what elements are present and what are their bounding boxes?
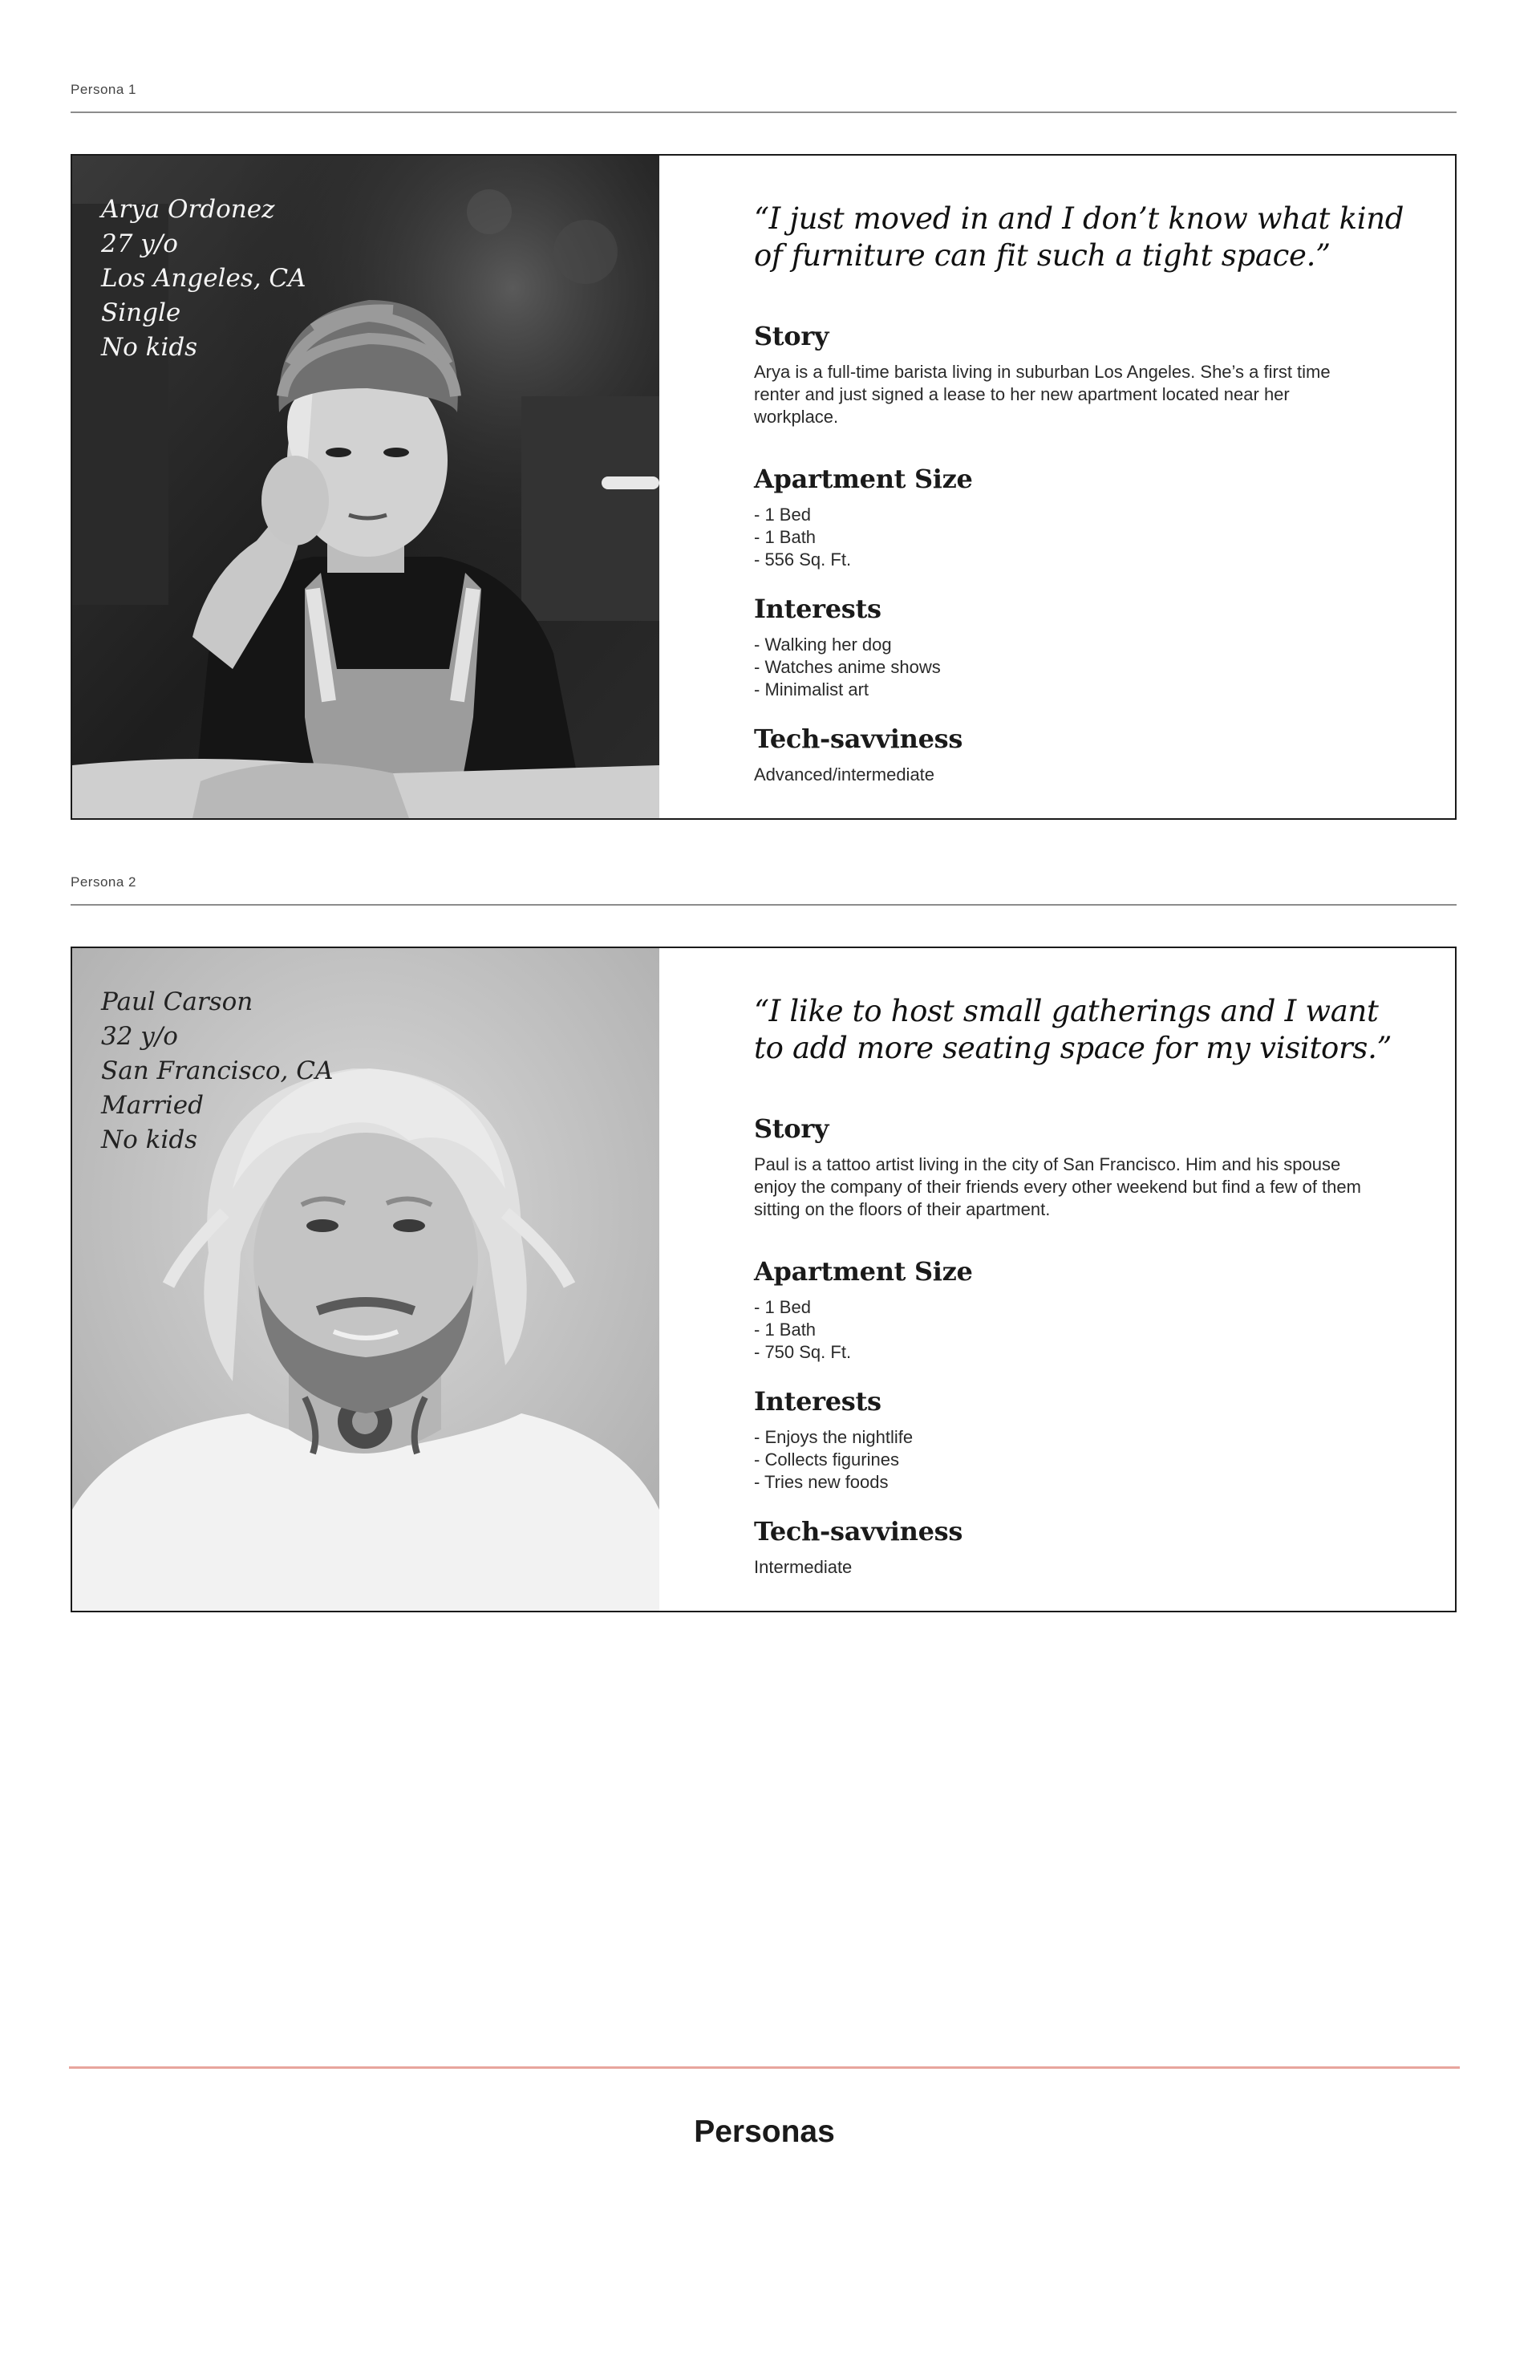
persona-status: Married [101,1091,204,1120]
list-item: - 750 Sq. Ft. [754,1342,852,1362]
persona-photo [72,948,659,1611]
list-item: - 556 Sq. Ft. [754,549,852,570]
list-item: - Minimalist art [754,679,869,699]
list-item: - 1 Bed [754,1297,811,1317]
story-text: Paul is a tattoo artist living in the city of San Francisco. Him and his spouse enjoy the company of their friends every other weekend but find a few of them sitting on the floors of their apartment. [754,1154,1361,1219]
persona-kids: No kids [101,1125,198,1154]
list-item: - 1 Bath [754,1320,817,1340]
tech-text: Intermediate [754,1557,853,1577]
page-title: Personas [694,2114,835,2149]
section-label-persona-2: Persona 2 [71,874,136,890]
section-label-persona-1: Persona 1 [71,82,136,97]
persona-bio [101,985,333,1158]
list-item: - Enjoys the nightlife [754,1427,914,1447]
story-heading: Story [754,321,829,351]
story-text: Arya is a full-time barista living in suburban Los Angeles. She’s a first time renter and just signed a lease to her new apartment located near her workplace. [754,362,1331,427]
interests-list [754,1426,913,1494]
persona-bio [101,193,306,365]
tech-heading: Tech-savviness [754,724,963,754]
section-divider [71,111,1457,113]
persona-name: Arya Ordonez [101,195,275,224]
list-item: - 1 Bed [754,505,811,525]
persona-quote: “I just moved in and I don’t know what kind of furniture can fit such a tight space.” [754,201,1404,273]
interests-heading: Interests [754,594,881,624]
apartment-list [754,1296,851,1364]
persona-kids: No kids [101,333,198,362]
list-item: - Walking her dog [754,635,892,655]
apartment-heading: Apartment Size [754,1256,973,1287]
list-item: - Tries new foods [754,1472,889,1492]
persona-age: 27 y/o [101,229,178,258]
list-item: - 1 Bath [754,527,817,547]
persona-status: Single [101,298,181,327]
tech-text: Advanced/intermediate [754,764,935,785]
persona-age: 32 y/o [101,1022,178,1051]
persona-quote: “I like to host small gatherings and I want to add more seating space for my visitors.” [754,994,1392,1065]
story-heading: Story [754,1113,829,1144]
persona-location: Los Angeles, CA [101,264,306,293]
persona-card [71,154,1457,820]
interests-heading: Interests [754,1386,881,1417]
list-item: - Collects figurines [754,1449,899,1470]
tech-heading: Tech-savviness [754,1516,963,1547]
interests-list [754,634,941,701]
footer-accent-rule [69,2066,1460,2069]
apartment-heading: Apartment Size [754,464,973,494]
persona-photo [72,156,659,818]
section-divider [71,904,1457,906]
list-item: - Watches anime shows [754,657,941,677]
apartment-list [754,504,851,571]
persona-name: Paul Carson [101,987,253,1016]
persona-location: San Francisco, CA [101,1056,334,1085]
persona-card [71,947,1457,1612]
